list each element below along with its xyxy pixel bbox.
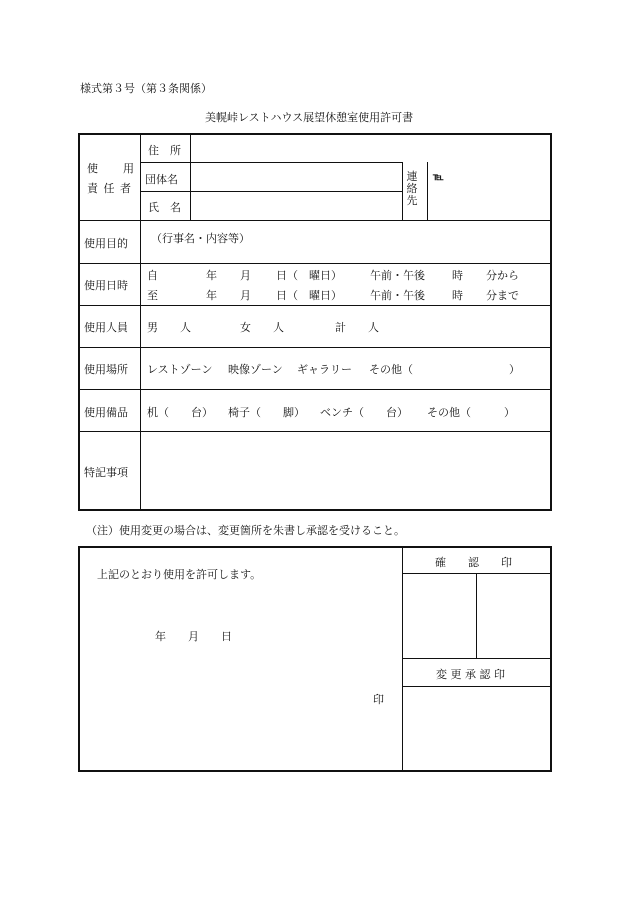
from-hour: 時 [452,269,463,282]
name-field[interactable] [191,192,401,219]
from-minute: 分から [486,269,519,282]
phone-field[interactable] [447,163,549,219]
to-ampm: 午前・午後 [370,289,425,302]
contact-label: 連絡先 [406,170,418,207]
contact-divider [427,162,428,220]
purpose-label: 使用目的 [84,237,128,250]
people-label: 使用人員 [84,321,128,334]
from-prefix: 自 [147,269,158,282]
row-divider [79,431,551,432]
from-day: 日（ 曜日） [276,269,342,282]
name-label: 氏 名 [148,201,181,214]
equipment-desk: 机（ 台） [147,406,213,419]
place-option-rest[interactable]: レストゾーン [147,363,213,376]
group-name-label: 団体名 [145,173,178,186]
to-prefix: 至 [147,289,158,302]
from-month: 月 [240,269,251,282]
responsible-label-2: 責 任 者 [87,182,132,195]
from-ampm: 午前・午後 [370,269,425,282]
female-count: 女 人 [240,321,284,334]
stamp-split [476,573,477,658]
equipment-bench: ベンチ（ 台） [320,406,408,419]
purpose-hint: （行事名・内容等） [151,232,250,245]
tel-label: ℡ [433,172,444,183]
to-month: 月 [240,289,251,302]
seal-mark: 印 [373,693,384,706]
datetime-label: 使用日時 [84,279,128,292]
equipment-other: その他（ ） [427,406,515,419]
stamp-divider [402,658,551,659]
stamp-column-divider [402,547,403,771]
male-count: 男 人 [147,321,191,334]
responsible-label-1: 使 用 [87,162,135,175]
row-divider [79,263,551,264]
row-divider [79,220,551,221]
address-field[interactable] [191,135,549,161]
form-number: 様式第３号（第３条関係） [80,82,212,95]
place-option-other[interactable]: その他（ [369,363,413,376]
place-option-gallery[interactable]: ギャラリー [297,363,352,376]
permit-statement: 上記のとおり使用を許可します。 [97,568,262,581]
group-name-field[interactable] [191,163,401,190]
to-minute: 分まで [486,289,519,302]
row-divider [79,347,551,348]
special-notes-label: 特記事項 [84,466,128,479]
change-note: （注）使用変更の場合は、変更箇所を朱書し承認を受けること。 [86,524,405,537]
to-day: 日（ 曜日） [276,289,342,302]
row-divider [79,389,551,390]
change-approval-label: 変 更 承 認 印 [436,668,505,681]
place-other-close: ） [509,363,520,376]
contact-divider [402,162,403,220]
equipment-label: 使用備品 [84,406,128,419]
total-count: 計 人 [335,321,379,334]
confirm-seal-label: 確 認 印 [435,556,512,569]
to-year: 年 [206,289,217,302]
place-option-video[interactable]: 映像ゾーン [228,363,283,376]
place-label: 使用場所 [84,363,128,376]
from-year: 年 [206,269,217,282]
stamp-divider [402,686,551,687]
address-label: 住 所 [148,144,181,157]
to-hour: 時 [452,289,463,302]
special-notes-field[interactable] [141,433,549,508]
row-divider [79,305,551,306]
permit-date: 年 月 日 [155,630,232,643]
purpose-field[interactable] [141,244,549,262]
equipment-chair: 椅子（ 脚） [228,406,305,419]
page-title: 美幌峠レストハウス展望休憩室使用許可書 [205,111,414,124]
